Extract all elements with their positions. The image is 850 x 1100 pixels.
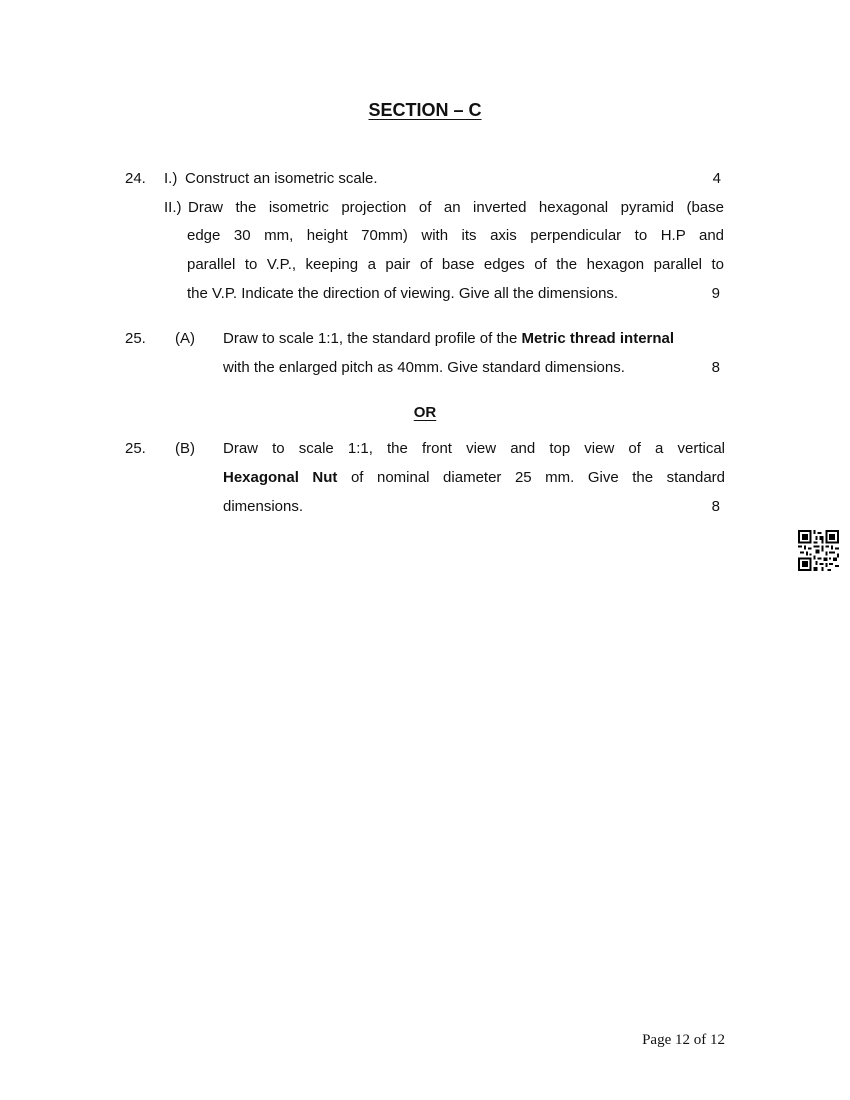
question-24-part2-line-2: edge 30 mm, height 70mm) with its axis perpendicular to H.P and	[187, 227, 724, 244]
question-25a-option: (A)	[175, 330, 195, 347]
question-25b-line-2-rest: of nominal diameter 25 mm. Give the standard	[350, 469, 726, 486]
question-24-part1-label: I.)	[164, 170, 178, 187]
question-24-number: 24.	[125, 170, 146, 187]
section-title: SECTION – C	[368, 100, 482, 120]
question-25a-line-2: with the enlarged pitch as 40mm. Give standard dimensions.	[223, 359, 625, 376]
question-25b-line-2-bold: Hexagonal Nut	[223, 469, 338, 486]
or-label: OR	[413, 404, 437, 421]
question-24-part2-label: II.)	[164, 199, 182, 216]
question-24-part2-marks: 9	[711, 285, 720, 302]
question-25a-line-1-bold: Metric thread internal	[521, 330, 675, 347]
question-25b-number: 25.	[125, 440, 146, 457]
qr-code-icon	[798, 530, 839, 571]
question-24-part1-text: Construct an isometric scale.	[185, 170, 378, 187]
question-25b-marks: 8	[711, 498, 720, 515]
question-25a-line-1	[223, 330, 674, 347]
question-24-part2-line-1: Draw the isometric projection of an inverted hexagonal pyramid (base	[188, 199, 724, 216]
question-25a-line-1-prefix: Draw to scale 1:1, the standard profile of the	[223, 330, 518, 347]
question-25b-line-3: dimensions.	[223, 498, 304, 515]
page-number: Page 12 of 12	[642, 1032, 725, 1048]
question-25b-option: (B)	[175, 440, 195, 457]
question-25a-number: 25.	[125, 330, 146, 347]
question-25b-line-1: Draw to scale 1:1, the front view and top view of a vertical	[223, 440, 725, 457]
question-25b-line-2	[223, 469, 725, 486]
question-25a-marks: 8	[711, 359, 720, 376]
question-24-part2-line-4: the V.P. Indicate the direction of viewing. Give all the dimensions.	[187, 285, 619, 302]
question-24-part2-line-3: parallel to V.P., keeping a pair of base edges of the hexagon parallel to	[187, 256, 724, 273]
question-24-part1-marks: 4	[712, 170, 721, 187]
